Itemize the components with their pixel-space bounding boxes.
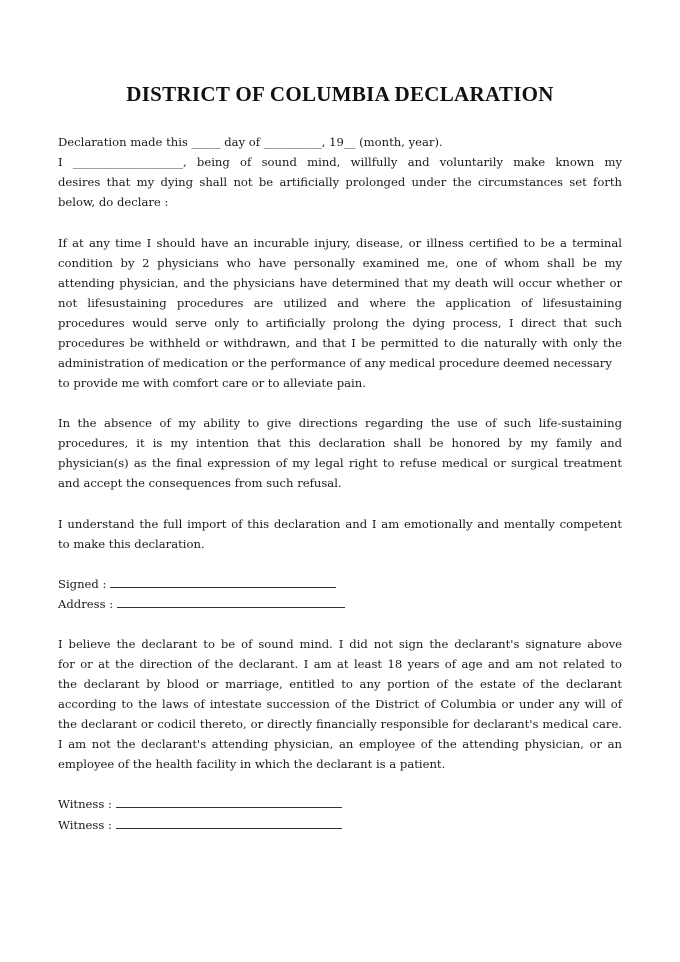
intro-line: desires that my dying shall not be artificially prolonged under the circumstances set forth — [58, 175, 622, 189]
paragraph-line: In the absence of my ability to give directions regarding the use of such life-sustaining — [58, 416, 622, 430]
signed-label: Signed : — [58, 577, 107, 591]
paragraph-line: and accept the consequences from such refusal. — [58, 476, 342, 490]
paragraph-line: condition by 2 physicians who have personally examined me, one of whom shall be my — [58, 256, 622, 270]
witness-1-blank[interactable] — [116, 794, 342, 808]
witness-2-blank[interactable] — [116, 815, 342, 829]
signed-field — [58, 574, 336, 594]
paragraph-line: procedures, it is my intention that this declaration shall be honored by my family and — [58, 436, 622, 450]
document-title: DISTRICT OF COLUMBIA DECLARATION — [126, 82, 554, 106]
paragraph-line: procedures be withheld or withdrawn, and that I be permitted to die naturally with only the — [58, 336, 622, 350]
witness-2-label: Witness : — [58, 818, 112, 832]
paragraph-line: I believe the declarant to be of sound mind. I did not sign the declarant's signature above — [58, 637, 622, 651]
paragraph-line: attending physician, and the physicians have determined that my death will occur whether or — [58, 276, 622, 290]
address-field — [58, 594, 345, 614]
witness-1-field — [58, 794, 342, 814]
witness-1-label: Witness : — [58, 797, 112, 811]
intro-line: below, do declare : — [58, 195, 169, 209]
paragraph-line: to provide me with comfort care or to alleviate pain. — [58, 376, 366, 390]
paragraph-line: physician(s) as the final expression of my legal right to refuse medical or surgical treatment — [58, 456, 622, 470]
paragraph-line: administration of medication or the performance of any medical procedure deemed necessary — [58, 356, 612, 370]
signed-blank[interactable] — [110, 574, 336, 588]
intro-line: I ___________________, being of sound mind, willfully and voluntarily make known my — [58, 155, 622, 169]
intro-line: Declaration made this _____ day of __________, 19__ (month, year). — [58, 135, 443, 149]
address-blank[interactable] — [117, 594, 345, 608]
witness-2-field — [58, 815, 342, 835]
paragraph-line: according to the laws of intestate succession of the District of Columbia or under any will of — [58, 697, 622, 711]
paragraph-line: If at any time I should have an incurable injury, disease, or illness certified to be a terminal — [58, 236, 622, 250]
paragraph-line: I understand the full import of this declaration and I am emotionally and mentally competent — [58, 517, 622, 531]
paragraph-line: the declarant by blood or marriage, entitled to any portion of the estate of the declarant — [58, 677, 622, 691]
address-label: Address : — [58, 597, 114, 611]
paragraph-line: employee of the health facility in which the declarant is a patient. — [58, 757, 446, 771]
paragraph-line: procedures would serve only to artificially prolong the dying process, I direct that such — [58, 316, 622, 330]
paragraph-line: I am not the declarant's attending physician, an employee of the attending physician, or an — [58, 737, 622, 751]
paragraph-line: not lifesustaining procedures are utilized and where the application of lifesustaining — [58, 296, 622, 310]
paragraph-line: to make this declaration. — [58, 537, 205, 551]
paragraph-line: for or at the direction of the declarant. I am at least 18 years of age and am not related to — [58, 657, 622, 671]
paragraph-line: the declarant or codicil thereto, or directly financially responsible for declarant's medical care. — [58, 717, 622, 731]
